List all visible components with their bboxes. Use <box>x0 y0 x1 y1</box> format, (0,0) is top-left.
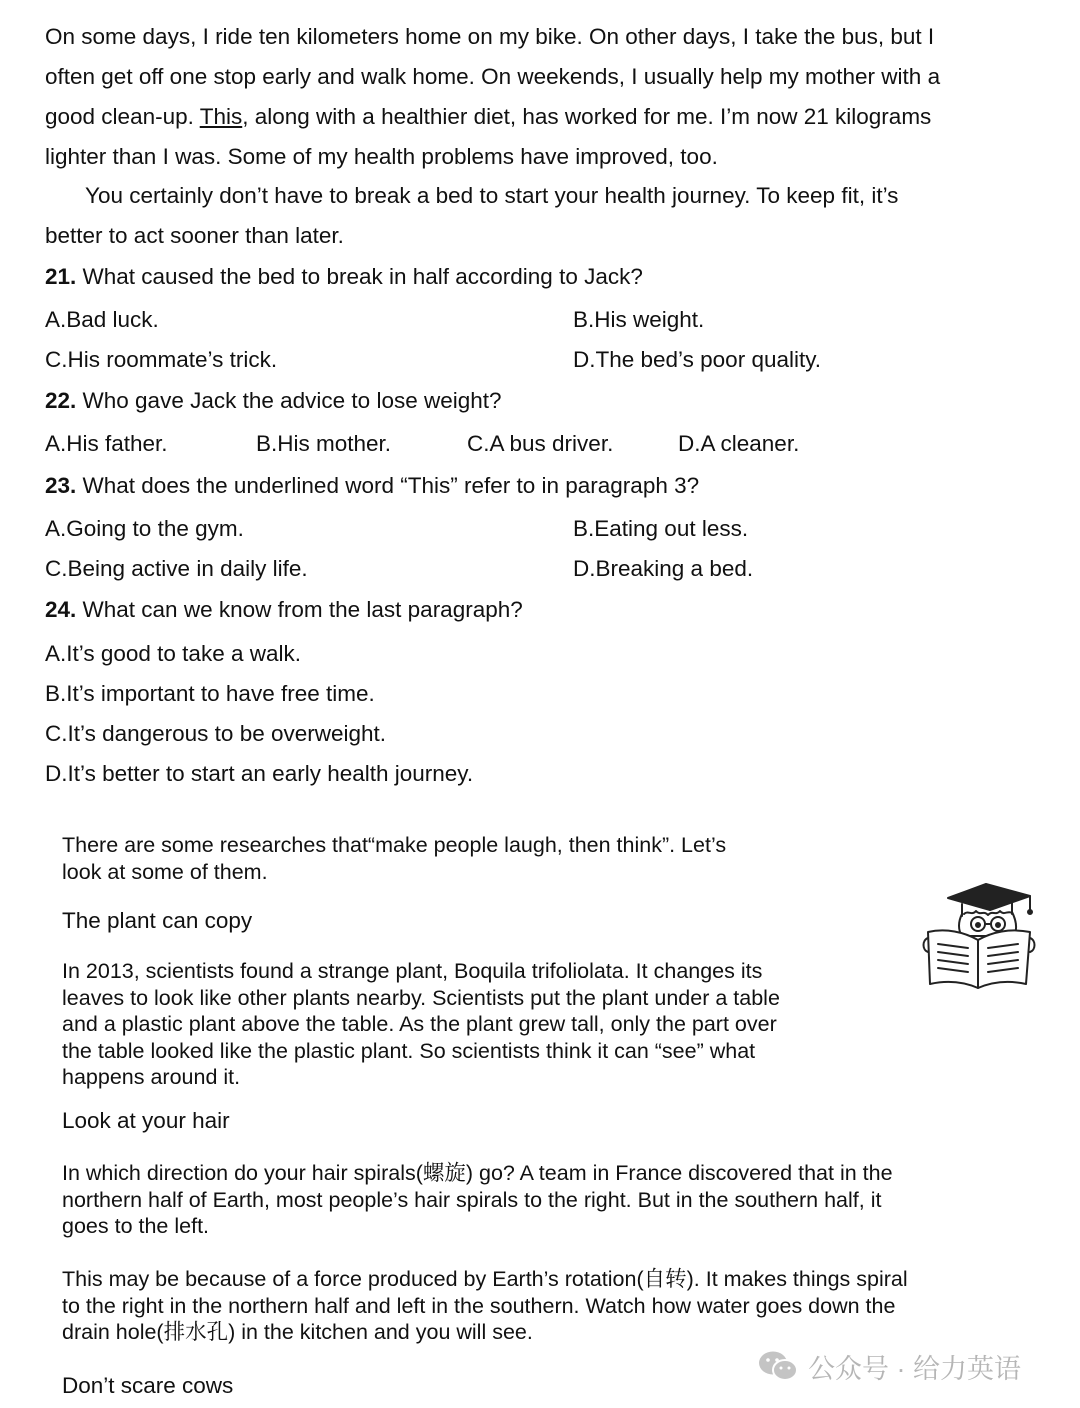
section-paragraph <box>62 1160 893 1240</box>
passage-paragraph <box>45 17 1045 177</box>
text-line: You certainly don’t have to break a bed to start your health journey. To keep fit, it’s <box>85 183 899 208</box>
option-d: D.The bed’s poor quality. <box>573 347 822 372</box>
question-21 <box>45 262 1045 292</box>
text-line: the table looked like the plastic plant. So scientists think it can “see” what <box>62 1038 756 1063</box>
text-line: goes to the left. <box>62 1214 210 1238</box>
text-line: and a plastic plant above the table. As the plant grew tall, only the part over <box>62 1012 777 1036</box>
text-line: , along with a healthier diet, has worked for me. I’m now 21 kilograms <box>242 104 932 129</box>
option-d: D.A cleaner. <box>678 431 800 456</box>
intro-paragraph <box>62 832 726 885</box>
text-line: happens around it. <box>62 1065 241 1089</box>
text-line: There are some researches that“make people laugh, then think”. Let’s <box>62 833 727 857</box>
question-23 <box>45 471 1045 501</box>
option-b: B.His weight. <box>573 307 705 332</box>
option-c: C.His roommate’s trick. <box>45 347 278 372</box>
section-paragraph <box>62 1266 908 1346</box>
question-text: What does the underlined word “This” refer to in paragraph 3? <box>76 473 700 498</box>
question-24 <box>45 595 1045 625</box>
question-text: What caused the bed to break in half according to Jack? <box>76 264 643 289</box>
watermark <box>758 1346 1021 1386</box>
option-b: B.His mother. <box>256 431 392 456</box>
wechat-icon <box>758 1349 798 1383</box>
option-a: A.His father. <box>45 431 168 456</box>
text-line: drain hole(排水孔) in the kitchen and you will see. <box>62 1320 533 1344</box>
option-b: B.Eating out less. <box>573 516 749 541</box>
question-number: 24. <box>45 597 77 622</box>
question-text: Who gave Jack the advice to lose weight? <box>76 388 502 413</box>
option-d: D.It’s better to start an early health journey. <box>45 761 474 786</box>
option-c: C.A bus driver. <box>467 431 614 456</box>
text-line: look at some of them. <box>62 859 268 884</box>
question-22 <box>45 386 1045 416</box>
text-line: In 2013, scientists found a strange plant, Boquila trifoliolata. It changes its <box>62 959 763 983</box>
text-line: On some days, I ride ten kilometers home on my bike. On other days, I take the bus, but I <box>45 24 935 49</box>
text-line: often get off one stop early and walk home. On weekends, I usually help my mother with a <box>45 64 941 89</box>
question-number: 23. <box>45 473 77 498</box>
option-c: C.Being active in daily life. <box>45 556 308 581</box>
text-line: This may be because of a force produced by Earth’s rotation(自转). It makes things spiral <box>62 1267 908 1291</box>
option-d: D.Breaking a bed. <box>573 556 754 581</box>
option-a: A.Going to the gym. <box>45 516 244 541</box>
text-line: better to act sooner than later. <box>45 223 344 248</box>
section-paragraph <box>62 958 780 1091</box>
text-line: good clean-up. <box>45 104 200 129</box>
text-line: northern half of Earth, most people’s hair spirals to the right. But in the southern half, it <box>62 1187 882 1212</box>
text-line: lighter than I was. Some of my health problems have improved, too. <box>45 144 718 169</box>
option-a: A.Bad luck. <box>45 307 159 332</box>
question-number: 22. <box>45 388 77 413</box>
question-number: 21. <box>45 264 77 289</box>
passage-paragraph <box>45 176 1045 256</box>
reading-student-illustration <box>918 880 1036 992</box>
watermark-text: 公众号 · 给力英语 <box>808 1353 1021 1384</box>
option-c: C.It’s dangerous to be overweight. <box>45 721 387 746</box>
text-line: In which direction do your hair spirals(螺旋) go? A team in France discovered that in the <box>62 1161 893 1185</box>
section-heading: Don’t scare cows <box>62 1373 234 1398</box>
text-line: leaves to look like other plants nearby. Scientists put the plant under a table <box>62 985 780 1010</box>
underlined-word: This <box>199 104 243 129</box>
option-b: B.It’s important to have free time. <box>45 681 375 706</box>
question-text: What can we know from the last paragraph? <box>76 597 523 622</box>
section-heading: The plant can copy <box>62 908 253 933</box>
text-line: to the right in the northern half and left in the southern. Watch how water goes down the <box>62 1293 896 1318</box>
section-heading: Look at your hair <box>62 1108 230 1133</box>
option-a: A.It’s good to take a walk. <box>45 641 301 666</box>
